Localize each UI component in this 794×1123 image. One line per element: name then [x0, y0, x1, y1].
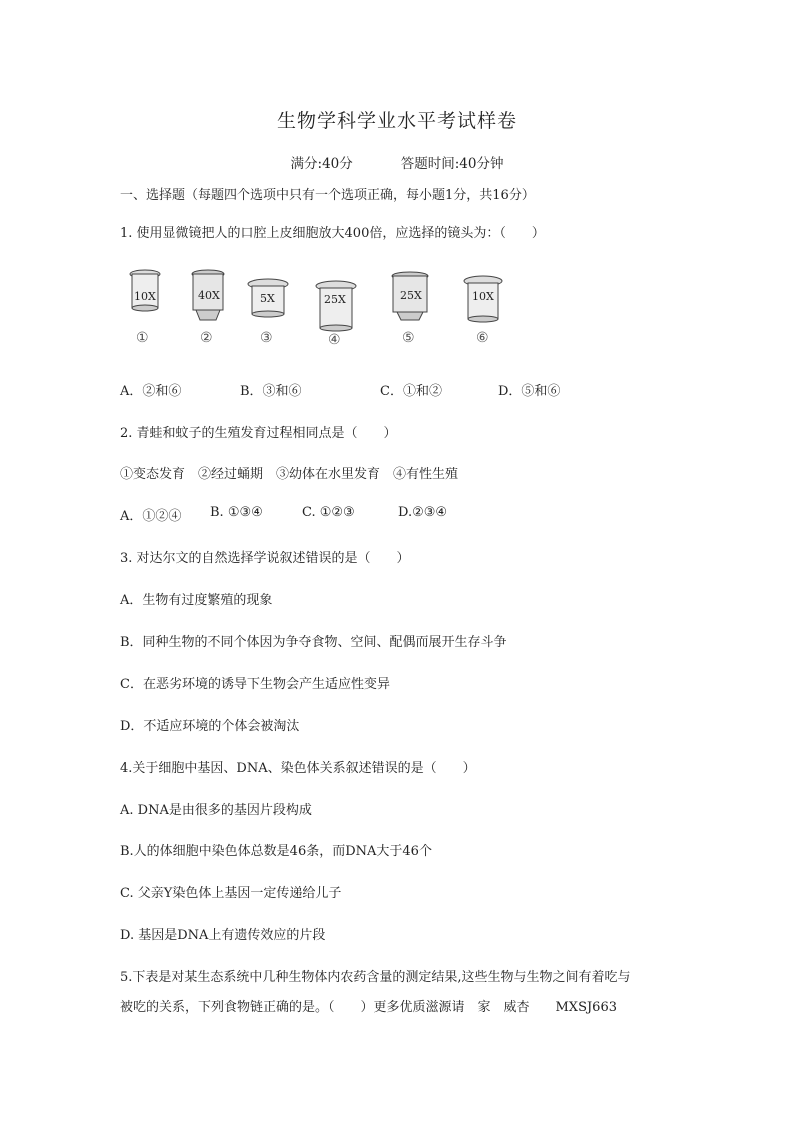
exam-meta [0, 152, 794, 172]
lens-1-number: ① [136, 330, 149, 346]
q3-option-b[interactable]: B．同种生物的不同个体因为争夺食物、空间、配偶而展开生存斗争 [120, 635, 507, 650]
q2-statements: ①变态发育 ②经过蛹期 ③幼体在水里发育 ④有性生殖 [120, 467, 459, 482]
q3-option-a[interactable]: A．生物有过度繁殖的现象 [120, 593, 273, 608]
lens-4-number: ④ [328, 332, 341, 348]
q4-option-d[interactable]: D. 基因是DNA上有遗传效应的片段 [120, 928, 326, 943]
section-heading: 一、选择题（每题四个选项中只有一个选项正确，每小题1分，共16分） [120, 188, 535, 203]
q4-option-c[interactable]: C. 父亲Y染色体上基因一定传递给儿子 [120, 886, 342, 901]
q4-stem: 4.关于细胞中基因、DNA、染色体关系叙述错误的是（ ） [120, 761, 476, 776]
q2-option-b[interactable]: B. ①③④ [210, 505, 263, 520]
q3-option-d[interactable]: D．不适应环境的个体会被淘汰 [120, 719, 300, 734]
full-score: 满分:40分 [290, 156, 353, 172]
lens-2-magnification: 40X [198, 289, 220, 302]
answer-time: 答题时间:40分钟 [400, 156, 504, 172]
q2-option-d[interactable]: D.②③④ [398, 505, 448, 520]
lens-1-magnification: 10X [134, 290, 156, 303]
q1-option-d[interactable]: D．⑤和⑥ [498, 384, 561, 399]
eyepiece-lens-4 [314, 280, 358, 332]
lens-2-number: ② [200, 330, 213, 346]
lens-6-magnification: 10X [472, 290, 494, 303]
q1-stem: 1. 使用显微镜把人的口腔上皮细胞放大400倍，应选择的镜头为：（ ） [120, 226, 545, 241]
q2-stem: 2. 青蛙和蚊子的生殖发育过程相同点是（ ） [120, 426, 397, 441]
q2-option-a[interactable]: A．①②④ [120, 509, 182, 524]
lens-3-magnification: 5X [260, 292, 275, 305]
q1-option-c[interactable]: C．①和② [380, 384, 442, 399]
lens-5-magnification: 25X [400, 289, 422, 302]
q1-option-a[interactable]: A．②和⑥ [120, 384, 182, 399]
lens-3-number: ③ [260, 330, 273, 346]
lens-4-magnification: 25X [324, 293, 346, 306]
q3-stem: 3. 对达尔文的自然选择学说叙述错误的是（ ） [120, 551, 410, 566]
q5-stem-line2: 被吃的关系，下列食物链正确的是。（ ）更多优质滋源请 家 威杏 MXSJ663 [120, 1000, 617, 1015]
lens-6-number: ⑥ [476, 330, 489, 346]
q4-option-b[interactable]: B.人的体细胞中染色体总数是46条，而DNA大于46个 [120, 844, 432, 859]
lens-5-number: ⑤ [402, 330, 415, 346]
page-title: 生物学科学业水平考试样卷 [276, 110, 517, 132]
q4-option-a[interactable]: A. DNA是由很多的基因片段构成 [120, 803, 312, 818]
q2-option-c[interactable]: C. ①②③ [302, 505, 355, 520]
q5-stem-line1: 5.下表是对某生态系统中几种生物体内农药含量的测定结果,这些生物与生物之间有着吃与 [120, 970, 631, 985]
q3-option-c[interactable]: C．在恶劣环境的诱导下生物会产生适应性变异 [120, 677, 390, 692]
q1-option-b[interactable]: B．③和⑥ [240, 384, 302, 399]
